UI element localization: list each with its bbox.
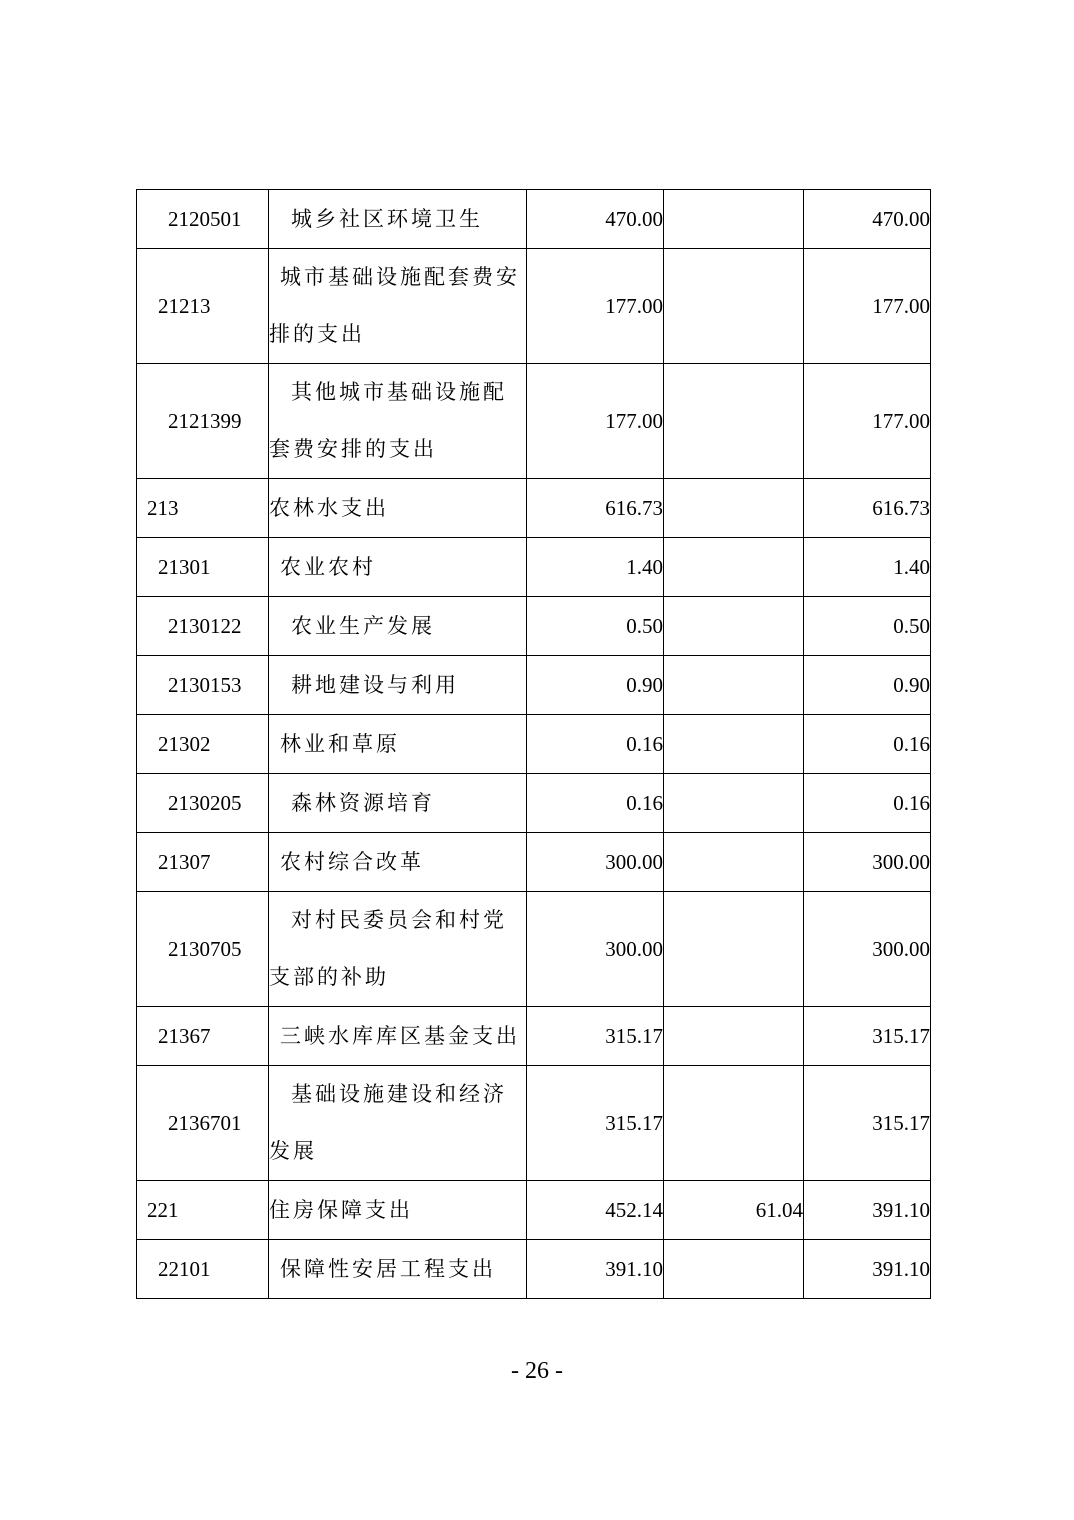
basic-expenditure [664, 538, 804, 597]
table-row [137, 1181, 931, 1240]
table-row [137, 892, 931, 1007]
subject-code: 2121399 [137, 364, 269, 479]
total-amount: 470.00 [527, 190, 664, 249]
project-expenditure: 616.73 [804, 479, 931, 538]
subject-code: 2130122 [137, 597, 269, 656]
total-amount: 177.00 [527, 364, 664, 479]
subject-code: 2130205 [137, 774, 269, 833]
project-expenditure: 391.10 [804, 1240, 931, 1299]
table-row [137, 833, 931, 892]
project-expenditure: 470.00 [804, 190, 931, 249]
total-amount: 452.14 [527, 1181, 664, 1240]
table-row [137, 774, 931, 833]
subject-code: 2130153 [137, 656, 269, 715]
total-amount: 1.40 [527, 538, 664, 597]
basic-expenditure: 61.04 [664, 1181, 804, 1240]
project-expenditure: 315.17 [804, 1007, 931, 1066]
total-amount: 0.50 [527, 597, 664, 656]
total-amount: 0.16 [527, 774, 664, 833]
table-row [137, 656, 931, 715]
basic-expenditure [664, 1007, 804, 1066]
basic-expenditure [664, 656, 804, 715]
subject-code: 21302 [137, 715, 269, 774]
basic-expenditure [664, 833, 804, 892]
subject-name: 城乡社区环境卫生 [269, 190, 527, 249]
table-row [137, 249, 931, 364]
total-amount: 0.90 [527, 656, 664, 715]
subject-code: 2120501 [137, 190, 269, 249]
project-expenditure: 177.00 [804, 249, 931, 364]
subject-code: 21367 [137, 1007, 269, 1066]
subject-code: 2130705 [137, 892, 269, 1007]
basic-expenditure [664, 1066, 804, 1181]
project-expenditure: 0.50 [804, 597, 931, 656]
basic-expenditure [664, 597, 804, 656]
subject-name: 农林水支出 [269, 479, 527, 538]
subject-name: 保障性安居工程支出 [269, 1240, 527, 1299]
table-row [137, 190, 931, 249]
subject-code: 213 [137, 479, 269, 538]
project-expenditure: 0.90 [804, 656, 931, 715]
subject-code: 221 [137, 1181, 269, 1240]
subject-code: 2136701 [137, 1066, 269, 1181]
table-row [137, 479, 931, 538]
project-expenditure: 391.10 [804, 1181, 931, 1240]
subject-code: 21213 [137, 249, 269, 364]
total-amount: 177.00 [527, 249, 664, 364]
total-amount: 300.00 [527, 892, 664, 1007]
page-number: - 26 - [511, 1358, 563, 1384]
subject-code: 22101 [137, 1240, 269, 1299]
project-expenditure: 177.00 [804, 364, 931, 479]
total-amount: 391.10 [527, 1240, 664, 1299]
subject-name: 住房保障支出 [269, 1181, 527, 1240]
basic-expenditure [664, 715, 804, 774]
basic-expenditure [664, 479, 804, 538]
subject-name: 城市基础设施配套费安排的支出 [269, 249, 527, 364]
table-row [137, 1240, 931, 1299]
total-amount: 616.73 [527, 479, 664, 538]
basic-expenditure [664, 249, 804, 364]
basic-expenditure [664, 774, 804, 833]
subject-name: 其他城市基础设施配套费安排的支出 [269, 364, 527, 479]
total-amount: 315.17 [527, 1066, 664, 1181]
subject-name: 林业和草原 [269, 715, 527, 774]
project-expenditure: 0.16 [804, 774, 931, 833]
table-row [137, 597, 931, 656]
basic-expenditure [664, 364, 804, 479]
subject-name: 农村综合改革 [269, 833, 527, 892]
table-row [137, 538, 931, 597]
table-row [137, 1066, 931, 1181]
basic-expenditure [664, 1240, 804, 1299]
subject-code: 21301 [137, 538, 269, 597]
project-expenditure: 315.17 [804, 1066, 931, 1181]
total-amount: 0.16 [527, 715, 664, 774]
subject-code: 21307 [137, 833, 269, 892]
table-row [137, 715, 931, 774]
subject-name: 农业农村 [269, 538, 527, 597]
budget-table [136, 189, 931, 1299]
subject-name: 三峡水库库区基金支出 [269, 1007, 527, 1066]
project-expenditure: 1.40 [804, 538, 931, 597]
basic-expenditure [664, 892, 804, 1007]
subject-name: 耕地建设与利用 [269, 656, 527, 715]
table-row [137, 1007, 931, 1066]
subject-name: 对村民委员会和村党支部的补助 [269, 892, 527, 1007]
subject-name: 农业生产发展 [269, 597, 527, 656]
table-row [137, 364, 931, 479]
subject-name: 森林资源培育 [269, 774, 527, 833]
project-expenditure: 0.16 [804, 715, 931, 774]
project-expenditure: 300.00 [804, 833, 931, 892]
subject-name: 基础设施建设和经济发展 [269, 1066, 527, 1181]
total-amount: 300.00 [527, 833, 664, 892]
basic-expenditure [664, 190, 804, 249]
project-expenditure: 300.00 [804, 892, 931, 1007]
total-amount: 315.17 [527, 1007, 664, 1066]
